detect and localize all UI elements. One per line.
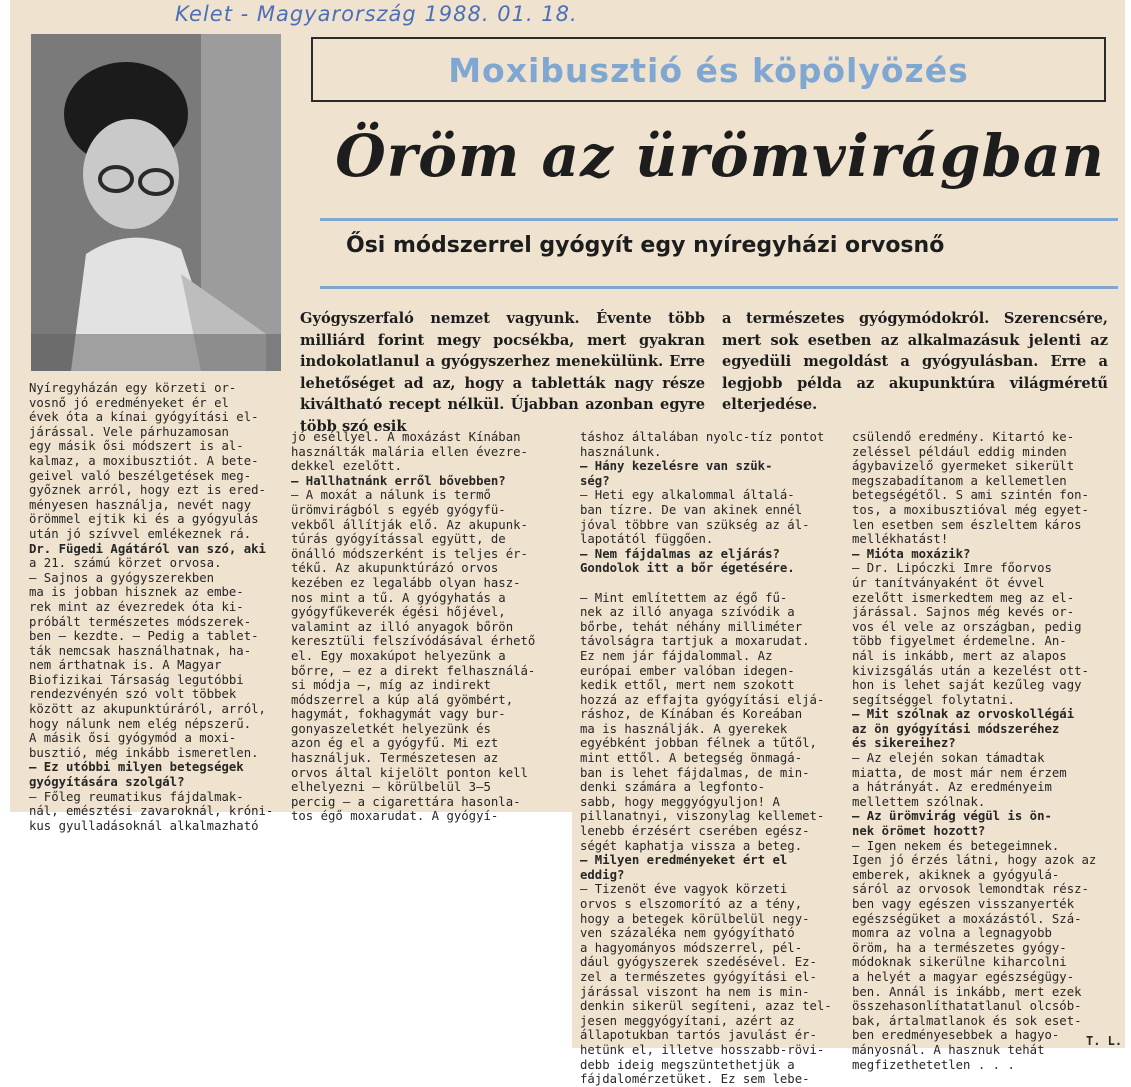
text-line: kalmaz, a moxibusztiót. A bete- (29, 453, 259, 468)
text-line: zel a természetes gyógyítási el- (580, 969, 817, 984)
text-line: próbált természetes módszerek- (29, 614, 252, 629)
text-line: egyébként jobban félnek a tűtől, (580, 736, 817, 751)
text-line: denki számára a legfonto- (580, 780, 766, 795)
text-line: mellékhatást! (852, 532, 949, 547)
text-line: denkin sikerül segíteni, azaz tel- (580, 999, 832, 1014)
text-line: megszabadítanom a kellemetlen (852, 473, 1067, 488)
rule-bottom (320, 286, 1118, 289)
text-line: ben — kezdte. — Pedig a tablet- (29, 629, 259, 644)
text-line: jesen meggyógyítani, azért az (580, 1013, 795, 1028)
text-line: ben eredményesebbek a hagyo- (852, 1028, 1060, 1043)
text-line: használunk. (580, 444, 662, 459)
text-line: ráshoz, de Kínában és Koreában (580, 707, 803, 722)
text-line: — A moxát a nálunk is termő (291, 488, 491, 503)
text-line: ürömvirágból s egyéb gyógyfü- (291, 502, 506, 517)
text-line: Gondolok itt a bőr égetésére. (580, 561, 795, 576)
text-line: mányosnál. A hasznuk tehát (852, 1042, 1045, 1057)
text-line: ma is jobban hisznek az embe- (29, 585, 244, 600)
text-line: önálló módszerként is teljes ér- (291, 546, 528, 561)
text-line: busztió, még inkább ismeretlen. (29, 745, 259, 760)
text-line: nál is inkább, mert az alapos (852, 648, 1067, 663)
text-line: mellettem szólnak. (852, 794, 986, 809)
text-line: orvos s elszomorító az a tény, (580, 897, 803, 911)
text-line: — Mióta moxázik? (852, 546, 971, 561)
text-line: nos mint a tű. A gyógyhatás a (291, 590, 506, 605)
article-column-2 (291, 430, 559, 824)
text-line: nek az illó anyaga szívódik a (580, 605, 795, 620)
text-line: azon ég el a gyógyfű. Mi ezt (291, 736, 499, 751)
text-line: Ez nem jár fájdalommal. Az (580, 648, 773, 663)
text-line: mint ettől. A betegség önmagá- (580, 751, 803, 766)
text-line: sáról az orvosok lemondtak rész- (852, 882, 1089, 897)
text-line: — Sajnos a gyógyszerekben (29, 570, 215, 585)
text-line: ban is lehet fájdalmas, de min- (580, 765, 810, 780)
text-line: segítséggel folytatni. (852, 692, 1015, 707)
text-line: Igen jó érzés látni, hogy azok az (852, 853, 1097, 868)
text-line: összehasonlíthatatlanul olcsób- (852, 999, 1082, 1014)
text-line: nek örömet hozott? (852, 824, 986, 839)
text-line: öröm, ha a természetes gyógy- (852, 940, 1067, 955)
text-line: az ön gyógyítási módszeréhez (852, 721, 1060, 736)
text-line: keresztüli felszívódásával érhető (291, 634, 536, 649)
text-line: nem árthatnak is. A Magyar (29, 658, 222, 673)
text-line: len esetben sem észleltem káros (852, 517, 1082, 532)
text-line: valamint az illó anyagok bőrön (291, 619, 514, 634)
text-line: járással. Sajnos még kevés or- (852, 605, 1075, 620)
text-line: hozzá az effajta gyógyítási eljá- (580, 692, 825, 707)
text-line: kezében ez legalább olyan hasz- (291, 575, 521, 590)
text-line: járással viszont ha nem is min- (580, 984, 810, 999)
text-line: ma is használják. A gyerekek (580, 721, 788, 736)
text-line: elhelyezni — körülbelül 3—5 (291, 780, 491, 795)
text-line: között az akupunktúráról, arról, (29, 702, 266, 717)
headline: Öröm az ürömvirágban (335, 122, 1105, 190)
text-line: — Dr. Lipóczki Imre főorvos (852, 561, 1052, 576)
text-line: ezelőtt ismerkedtem meg az el- (852, 590, 1075, 605)
lead-paragraph-right: a természetes gyógymódokról. Szerencsére, mert sok esetben az alkalmazásuk jelenti az egyedüli megoldást a gyógyulásban. Erre a legjobb példa az akupunktúra világméretű elterjedése. (722, 310, 1108, 414)
text-line: — Mit szólnak az orvoskollégái (852, 707, 1075, 722)
text-line: betegségétől. S ami szintén fon- (852, 488, 1089, 503)
text-line: kus gyulladásoknál alkalmazható (29, 818, 259, 833)
text-line: tos égő moxarudat. A gyógyí- (291, 809, 499, 824)
text-line: — Az ürömvirág végül is ön- (852, 809, 1052, 824)
text-line: pillanatnyi, viszonylag kellemet- (580, 809, 825, 824)
text-line: orvos által kijelölt ponton kell (291, 765, 528, 780)
text-line: járással. Vele párhuzamosan (29, 424, 229, 439)
text-line: Dr. Fügedi Agátáról van szó, aki (29, 541, 266, 556)
text-line: örömmel ejtik ki és a gyógyulás (29, 512, 259, 527)
text-line: több figyelmet érdemelne. An- (852, 634, 1067, 649)
rule-top (320, 218, 1118, 221)
text-line: — Ez utóbbi milyen betegségek (29, 760, 244, 775)
text-line: — Főleg reumatikus fájdalmak- (29, 789, 244, 804)
text-line: csülendő eredmény. Kitartó ke- (852, 430, 1075, 444)
text-line: a 21. számú körzet orvosa. (29, 556, 222, 571)
text-line: tékű. Az akupunktúrázó orvos (291, 561, 499, 576)
text-line: egészségüket a moxázástól. Szá- (852, 911, 1082, 926)
text-line: évek óta a kínai gyógyítási el- (29, 410, 259, 425)
text-line: győznek arról, hogy ezt is ered- (29, 483, 266, 498)
text-line: jó eséllyel. A moxázást Kínában (291, 430, 521, 444)
text-line: úr tanítványaként öt évvel (852, 575, 1045, 590)
article-column-1 (29, 381, 284, 833)
subheadline: Ősi módszerrel gyógyít egy nyíregyházi orvosnő (346, 233, 945, 258)
text-line: ban tízre. De van akinek ennél (580, 502, 803, 517)
text-line: hogy nálunk nem elég népszerű. (29, 716, 252, 731)
text-line: percig — a cigarettára hasonla- (291, 794, 521, 809)
text-line: — Mint említettem az égő fű- (580, 590, 788, 605)
text-line: Biofizikai Társaság legutóbbi (29, 672, 244, 687)
text-line: után jó szívvel emlékeznek rá. (29, 526, 252, 541)
text-line: — Heti egy alkalommal általá- (580, 488, 795, 503)
text-line: rek mint az évezredek óta ki- (29, 599, 244, 614)
text-line: európai ember valóban idegen- (580, 663, 795, 678)
kicker-box (311, 37, 1106, 102)
text-line: kedik ettől, mert nem szokott (580, 678, 795, 693)
text-line: ség? (580, 473, 610, 488)
text-line: jóval többre van szükség az ál- (580, 517, 810, 532)
text-line: — Hallhatnánk erről bővebben? (291, 473, 506, 488)
text-line: si módja —, míg az indirekt (291, 678, 491, 693)
text-line: emberek, akiknek a gyógyulá- (852, 867, 1060, 882)
author-signature: T. L. (1086, 1034, 1123, 1048)
text-line: ségét kaphatja vissza a beteg. (580, 838, 803, 853)
text-line: gyógyfűkeverék égési hőjével, (291, 605, 506, 620)
portrait-photo (31, 34, 281, 371)
text-line: ták nemcsak használhatnak, ha- (29, 643, 252, 658)
text-line: ben vagy egészen visszanyerték (852, 897, 1075, 911)
text-line: A másik ősi gyógymód a moxi- (29, 731, 237, 746)
text-line: távolságra tartjuk a moxarudat. (580, 634, 810, 649)
text-line: vos él vele az országban, pedig (852, 619, 1082, 634)
text-line: bőrbe, tehát néhány milliméter (580, 619, 803, 634)
kicker-title: Moxibusztió és köpölyözés (448, 51, 969, 90)
text-line: rendezvényén szó volt többek (29, 687, 237, 702)
text-line: és sikereihez? (852, 736, 956, 751)
text-line: hogy a betegek körülbelül negy- (580, 911, 810, 926)
lead-paragraph-left: Gyógyszerfaló nemzet vagyunk. Évente több milliárd forint megy pocsékba, mert gyakran indokolatlanul a gyógyszerhez menekülünk. Erre lehetőséget ad az, hogy a tabletták nagy része kiváltható recept nélkül. Újabban azonban egyre több szó esik (300, 310, 705, 435)
text-line: túrás gyógyítással együtt, de (291, 532, 506, 547)
text-line: dekkel ezelőtt. (291, 459, 403, 474)
text-line: kivizsgálás után a kezelést ott- (852, 663, 1089, 678)
text-line: egy másik ősi módszert is al- (29, 439, 244, 454)
text-line: el. Egy moxakúpot helyezünk a (291, 648, 506, 663)
text-line: a hagyományos módszerrel, pél- (580, 940, 803, 955)
text-line: használták malária ellen évezre- (291, 444, 528, 459)
text-line: Nyíregyházán egy körzeti or- (29, 381, 237, 395)
handwritten-source-note: Kelet - Magyarország 1988. 01. 18. (175, 2, 578, 26)
text-line (580, 576, 843, 591)
article-column-3 (580, 430, 843, 1087)
text-line: táshoz általában nyolc-tíz pontot (580, 430, 825, 444)
text-line: vekből állítják elő. Az akupunk- (291, 517, 528, 532)
text-line: hagymát, fokhagymát vagy bur- (291, 707, 506, 722)
text-line: vosnő jó eredményeket ér el (29, 395, 229, 410)
text-line: — Milyen eredményeket ért el (580, 853, 788, 868)
text-line: — Hány kezelésre van szük- (580, 459, 773, 474)
text-line: sabb, hogy meggyógyuljon! A (580, 794, 780, 809)
text-line: miatta, de most már nem érzem (852, 765, 1067, 780)
text-line: dául gyógyszerek szedésével. Ez- (580, 955, 817, 970)
text-line: eddig? (580, 867, 625, 882)
text-line: gyógyítására szolgál? (29, 775, 185, 790)
text-line: — Igen nekem és betegeimnek. (852, 838, 1060, 853)
text-line: ágybavizelő gyermeket sikerült (852, 459, 1075, 474)
text-line: nál, emésztési zavaroknál, króni- (29, 804, 274, 819)
text-line: gonyaszeletkét helyezünk és (291, 721, 491, 736)
text-line: tos, a moxibusztióval még egyet- (852, 502, 1089, 517)
text-line: hon is lehet saját kezűleg vagy (852, 678, 1082, 693)
text-line: használjuk. Természetesen az (291, 751, 499, 766)
article-column-4 (852, 430, 1114, 1072)
text-line: momra az volna a legnagyobb (852, 926, 1052, 941)
text-line: bak, ártalmatlanok és sok eset- (852, 1013, 1082, 1028)
text-line: lapotától függően. (580, 532, 714, 547)
text-line: hetünk el, illetve hosszabb-rövi- (580, 1042, 825, 1057)
text-line: fájdalomérzetüket. Ez sem lebe- (580, 1072, 810, 1087)
text-line: módoknak sikerülne kiharcolni (852, 955, 1067, 970)
text-line: geivel való beszélgetések meg- (29, 468, 252, 483)
text-line: — Nem fájdalmas az eljárás? (580, 546, 780, 561)
text-line: — Tizenöt éve vagyok körzeti (580, 882, 788, 897)
text-line: — Az elején sokan támadtak (852, 751, 1045, 766)
text-line: ményesen használja, nevét nagy (29, 497, 252, 512)
text-line: bőrre, — ez a direkt felhasználá- (291, 663, 536, 678)
text-line: a hátrányát. Az eredményeim (852, 780, 1052, 795)
text-line: ven százaléka nem gyógyítható (580, 926, 795, 941)
text-line: a helyét a magyar egészségügy- (852, 969, 1075, 984)
text-line: ben. Annál is inkább, mert ezek (852, 984, 1082, 999)
text-line: lenebb érzésért cserében egész- (580, 824, 810, 839)
text-line: megfizethetetlen . . . (852, 1057, 1015, 1072)
text-line: zeléssel például eddig minden (852, 444, 1067, 459)
text-line: debb ideig megszüntethetjük a (580, 1057, 795, 1072)
text-line: állapotukban tartós javulást ér- (580, 1028, 817, 1043)
text-line: módszerrel a kúp alá gyömbért, (291, 692, 514, 707)
